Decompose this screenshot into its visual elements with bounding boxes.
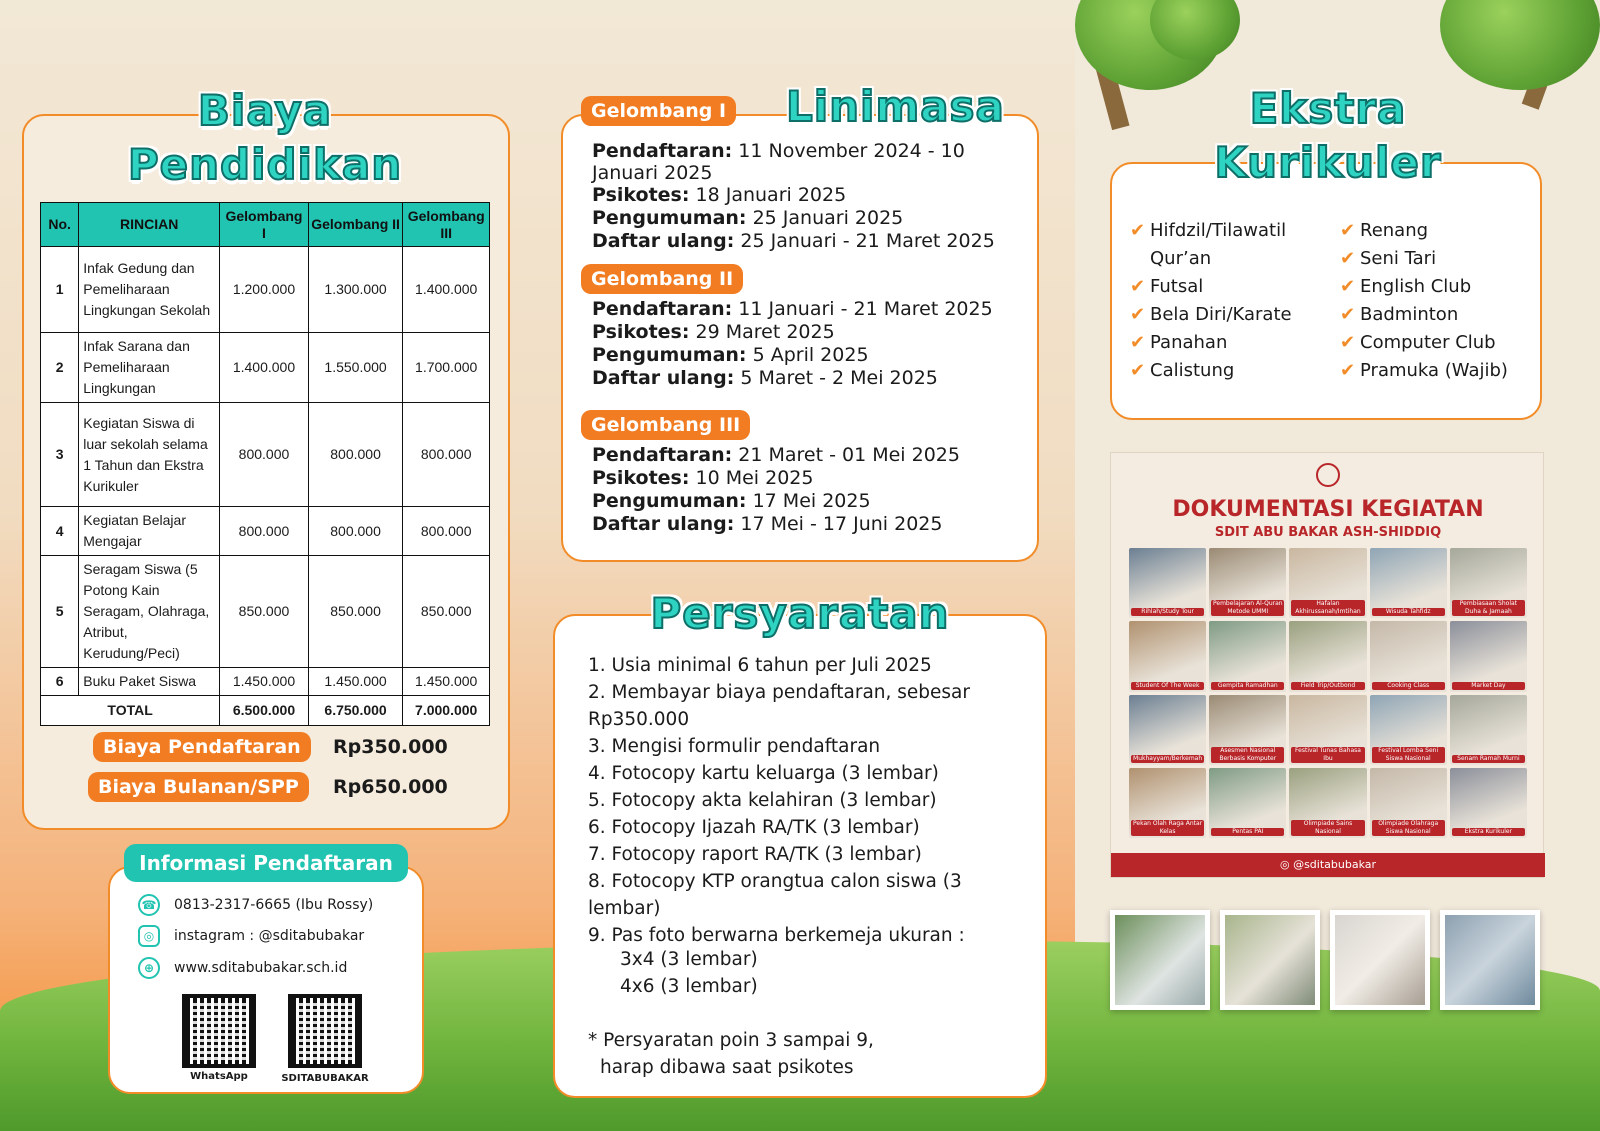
col-g2: Gelombang II [308,203,403,247]
persyaratan-item: 5. Fotocopy akta kelahiran (3 lembar) [588,790,937,811]
dokumentasi-caption: Festival Lomba Seni Siswa Nasional [1372,747,1445,763]
info-website-row [138,957,347,979]
dokumentasi-caption: Gempita Ramadhan [1211,682,1284,690]
wave-3-item [592,490,1032,512]
wave-2-item [592,298,1032,320]
dokumentasi-photo [1370,695,1447,765]
dokumentasi-photo [1289,768,1366,838]
wave-item-key: Daftar ulang: [592,367,735,389]
info-website: www.sditabubakar.sch.id [174,960,348,976]
persyaratan-item: 7. Fotocopy raport RA/TK (3 lembar) [588,844,922,865]
fee-total-label: TOTAL [41,696,220,726]
persyaratan-item: 4. Fotocopy kartu keluarga (3 lembar) [588,763,939,784]
wave-3-item [592,444,1032,466]
photo-size-2: 4x6 (3 lembar) [620,976,758,997]
wave-1-item [592,140,1032,184]
dokumentasi-caption: Student Of The Week [1131,682,1204,690]
fee-cell-g1: 800.000 [220,507,309,556]
wave-2-item [592,344,1032,366]
fee-cell-g2: 1.550.000 [308,333,403,403]
persyaratan-note-line2: harap dibawa saat psikotes [600,1057,854,1078]
ekstra-item-label: Seni Tari [1360,248,1437,269]
fee-table [40,202,490,726]
wave-item-key: Pengumuman: [592,207,747,229]
wave-2-item [592,321,1032,343]
ekstra-item-label: Badminton [1360,304,1459,325]
instagram-qr-code[interactable] [288,994,362,1068]
instagram-icon: ◎ [138,925,160,947]
photo-thumbnail[interactable] [1110,910,1210,1010]
wave-item-value: 5 April 2025 [746,344,869,366]
dokumentasi-photo [1450,768,1527,838]
dokumentasi-caption: Rihlah/Study Tour [1131,608,1204,616]
ekstra-item-label: Panahan [1150,332,1228,353]
wave-1-label: Gelombang I [581,96,736,126]
photo-size-1: 3x4 (3 lembar) [620,949,758,970]
dokumentasi-caption: Senam Ramah Murni [1452,755,1525,763]
dokumentasi-caption: Festival Tunas Bahasa Ibu [1291,747,1364,763]
col-g3: Gelombang III [403,203,490,247]
fee-cell-g2: 850.000 [308,556,403,668]
ekstra-item-label: Futsal [1150,276,1204,297]
fee-cell-g1: 1.450.000 [220,668,309,696]
dokumentasi-grid [1129,548,1527,838]
wave-item-value: 17 Mei 2025 [746,490,871,512]
fee-row [41,668,490,696]
ekstra-item [1130,273,1320,301]
biaya-bulanan-label: Biaya Bulanan/SPP [88,772,309,802]
wave-item-key: Psikotes: [592,184,690,206]
dokumentasi-photo [1129,621,1206,691]
dokumentasi-photo [1450,548,1527,618]
fee-row [41,556,490,668]
wave-item-key: Daftar ulang: [592,513,735,535]
wave-item-value: 11 Januari - 21 Maret 2025 [732,298,993,320]
fee-cell-no: 1 [41,247,79,333]
dokumentasi-caption: Wisuda Tahfidz [1372,608,1445,616]
wave-1-item [592,184,1032,206]
check-icon: ✔ [1340,276,1356,297]
wave-item-value: 25 Januari - 21 Maret 2025 [734,230,995,252]
dokumentasi-photo [1209,768,1286,838]
wave-item-value: 25 Januari 2025 [746,207,904,229]
info-phone-row [138,894,373,916]
fee-row [41,333,490,403]
dokumentasi-caption: Pekan Olah Raga Antar Kelas [1131,820,1204,836]
wave-2-item [592,367,1032,389]
wave-1-item [592,230,1032,252]
fee-cell-g1: 1.400.000 [220,333,309,403]
fee-total-g1: 6.500.000 [220,696,309,726]
fee-table-header [41,203,490,247]
biaya-pendaftaran-label: Biaya Pendaftaran [93,732,311,762]
dokumentasi-instagram: @sditabubakar [1293,858,1377,871]
fee-total-row [41,696,490,726]
dokumentasi-caption: Olimpiade Olahraga Siswa Nasional [1372,820,1445,836]
fee-cell-g3: 800.000 [403,507,490,556]
fee-cell-g3: 1.700.000 [403,333,490,403]
wave-item-value: 5 Maret - 2 Mei 2025 [734,367,938,389]
fee-cell-no: 5 [41,556,79,668]
dokumentasi-photo [1129,695,1206,765]
fee-row [41,403,490,507]
info-phone: 0813-2317-6665 (Ibu Rossy) [174,897,374,913]
dokumentasi-photo [1370,548,1447,618]
persyaratan-note-line1: * Persyaratan poin 3 sampai 9, [588,1030,874,1051]
fee-cell-g3: 850.000 [403,556,490,668]
fee-cell-g1: 1.200.000 [220,247,309,333]
ekstra-item [1340,357,1540,385]
biaya-pendaftaran-value: Rp350.000 [333,736,448,758]
check-icon: ✔ [1130,332,1146,353]
wave-item-value: 11 November 2024 - 10 Januari 2025 [592,140,965,184]
check-icon: ✔ [1340,220,1356,241]
biaya-title-line2: Pendidikan [127,140,403,189]
check-icon: ✔ [1340,332,1356,353]
wave-item-key: Daftar ulang: [592,230,735,252]
dokumentasi-caption: Pentas PAI [1211,828,1284,836]
fee-cell-rincian: Kegiatan Siswa di luar sekolah selama 1 Tahun dan Ekstra Kurikuler [79,403,220,507]
ekstra-item-label: Computer Club [1360,332,1496,353]
dokumentasi-caption: Olimpiade Sains Nasional [1291,820,1364,836]
dokumentasi-footer: ◎ @sditabubakar [1111,853,1545,877]
linimasa-title: Linimasa [786,82,1005,131]
fee-cell-g3: 1.450.000 [403,668,490,696]
fee-cell-rincian: Infak Gedung dan Pemeliharaan Lingkungan Sekolah [79,247,220,333]
biaya-title [110,84,420,192]
dokumentasi-photo [1129,768,1206,838]
photo-thumbnail[interactable] [1220,910,1320,1010]
fee-cell-rincian: Kegiatan Belajar Mengajar [79,507,220,556]
check-icon: ✔ [1130,304,1146,325]
persyaratan-item: 6. Fotocopy Ijazah RA/TK (3 lembar) [588,817,920,838]
fee-cell-no: 2 [41,333,79,403]
fee-cell-g2: 1.450.000 [308,668,403,696]
dokumentasi-photo [1209,548,1286,618]
wave-item-key: Pendaftaran: [592,444,733,466]
dokumentasi-subtitle: SDIT ABU BAKAR ASH-SHIDDIQ [1214,525,1442,540]
fee-total-g2: 6.750.000 [308,696,403,726]
ekstra-item [1340,273,1540,301]
persyaratan-item: 2. Membayar biaya pendaftaran, sebesar Rp350.000 [588,682,970,730]
ekstra-item-label: Bela Diri/Karate [1150,304,1292,325]
ekstra-item [1340,245,1540,273]
wave-item-value: 29 Maret 2025 [689,321,835,343]
info-title: Informasi Pendaftaran [124,844,408,882]
ekstra-item [1340,329,1540,357]
col-rincian: RINCIAN [79,203,220,247]
ekstra-title [1208,82,1448,190]
ekstra-item-label: Hifdzil/Tilawatil Qur’an [1150,220,1287,269]
check-icon: ✔ [1130,276,1146,297]
fee-cell-no: 4 [41,507,79,556]
fee-cell-g3: 1.400.000 [403,247,490,333]
ekstra-column-1 [1130,217,1320,385]
instagram-qr-label: SDITABUBAKAR [281,1073,369,1084]
wave-item-value: 18 Januari 2025 [689,184,847,206]
info-instagram-row [138,925,364,947]
wave-3-label: Gelombang III [581,410,750,440]
fee-total-g3: 7.000.000 [403,696,490,726]
dokumentasi-caption: Ekstra Kurikuler [1452,828,1525,836]
fee-cell-g2: 800.000 [308,507,403,556]
check-icon: ✔ [1340,248,1356,269]
dokumentasi-caption: Pembiasaan Sholat Duha & Jamaah [1452,600,1525,616]
dokumentasi-photo [1209,621,1286,691]
check-icon: ✔ [1340,304,1356,325]
persyaratan-item: 8. Fotocopy KTP orangtua calon siswa (3 lembar) [588,871,962,919]
ekstra-item-label: Pramuka (Wajib) [1360,360,1508,381]
dokumentasi-photo [1209,695,1286,765]
fee-cell-no: 3 [41,403,79,507]
dokumentasi-caption: Hafalan Akhirussanah/Imtihan [1291,600,1364,616]
col-no: No. [41,203,79,247]
wave-item-value: 21 Maret - 01 Mei 2025 [732,444,960,466]
fee-cell-rincian: Seragam Siswa (5 Potong Kain Seragam, Olahraga, Atribut, Kerudung/Peci) [79,556,220,668]
ekstra-item [1130,329,1320,357]
ekstra-item [1130,357,1320,385]
ekstra-item-label: English Club [1360,276,1472,297]
persyaratan-title: Persyaratan [650,589,950,638]
ekstra-item [1130,217,1320,273]
dokumentasi-photo [1450,621,1527,691]
whatsapp-qr-label: WhatsApp [190,1071,248,1082]
ekstra-title-line2: Kurikuler [1214,138,1442,187]
dokumentasi-title: DOKUMENTASI KEGIATAN [1172,497,1484,522]
dokumentasi-poster [1110,452,1544,878]
check-icon: ✔ [1130,220,1146,241]
dokumentasi-photo [1370,768,1447,838]
ekstra-item-label: Calistung [1150,360,1235,381]
wave-1-item [592,207,1032,229]
ekstra-item [1130,301,1320,329]
fee-cell-g2: 800.000 [308,403,403,507]
dokumentasi-photo [1289,548,1366,618]
ekstra-item-label: Renang [1360,220,1429,241]
fee-row [41,247,490,333]
wave-item-key: Psikotes: [592,467,690,489]
wave-item-key: Psikotes: [592,321,690,343]
wave-item-value: 17 Mei - 17 Juni 2025 [734,513,943,535]
dokumentasi-photo [1129,548,1206,618]
whatsapp-icon: ☎ [138,894,160,916]
ekstra-item [1340,217,1540,245]
globe-icon: ⊕ [138,957,160,979]
fee-cell-rincian: Infak Sarana dan Pemeliharaan Lingkungan [79,333,220,403]
dokumentasi-caption: Market Day [1452,682,1525,690]
dokumentasi-photo [1370,621,1447,691]
persyaratan-item: 9. Pas foto berwarna berkemeja ukuran : [588,925,965,946]
dokumentasi-caption: Field Trip/Outbond [1291,682,1364,690]
dokumentasi-photo [1450,695,1527,765]
wave-3-item [592,467,1032,489]
persyaratan-item: 3. Mengisi formulir pendaftaran [588,736,881,757]
dokumentasi-emblem-icon [1316,463,1340,487]
fee-cell-g1: 850.000 [220,556,309,668]
fee-cell-g2: 1.300.000 [308,247,403,333]
dokumentasi-caption: Mukhayyam/Berkemah [1131,755,1204,763]
fee-cell-no: 6 [41,668,79,696]
fee-cell-rincian: Buku Paket Siswa [79,668,220,696]
biaya-title-line1: Biaya [197,86,333,135]
wave-3-item [592,513,1032,535]
ekstra-column-2 [1340,217,1540,385]
dokumentasi-caption: Asesmen Nasional Berbasis Komputer [1211,747,1284,763]
wave-2-label: Gelombang II [581,264,743,294]
wave-item-key: Pengumuman: [592,344,747,366]
dokumentasi-photo [1289,621,1366,691]
persyaratan-item: 1. Usia minimal 6 tahun per Juli 2025 [588,655,932,676]
dokumentasi-caption: Pembelajaran Al-Quran Metode UMMI [1212,600,1283,616]
dokumentasi-caption: Cooking Class [1372,682,1445,690]
dokumentasi-photo [1289,695,1366,765]
info-instagram: instagram : @sditabubakar [174,928,365,944]
biaya-bulanan-value: Rp650.000 [333,776,448,798]
photo-thumbnail[interactable] [1330,910,1430,1010]
fee-cell-g3: 800.000 [403,403,490,507]
check-icon: ✔ [1340,360,1356,381]
whatsapp-qr-code[interactable] [182,994,256,1068]
check-icon: ✔ [1130,360,1146,381]
wave-item-value: 10 Mei 2025 [689,467,814,489]
ekstra-item [1340,301,1540,329]
wave-item-key: Pengumuman: [592,490,747,512]
ekstra-title-line1: Ekstra [1249,84,1407,133]
wave-item-key: Pendaftaran: [592,140,733,162]
fee-row [41,507,490,556]
photo-thumbnail[interactable] [1440,910,1540,1010]
fee-cell-g1: 800.000 [220,403,309,507]
col-g1: Gelombang I [220,203,309,247]
wave-item-key: Pendaftaran: [592,298,733,320]
